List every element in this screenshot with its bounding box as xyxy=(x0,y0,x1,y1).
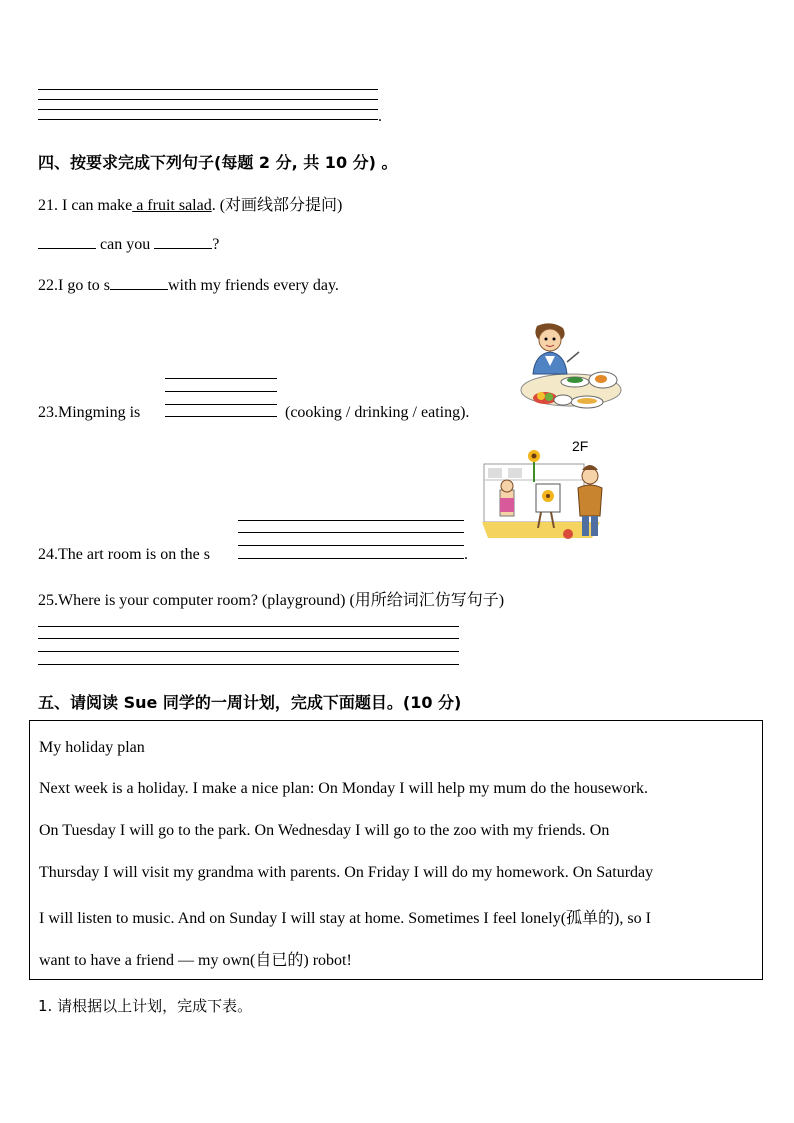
passage-line: want to have a friend — my own(自已的) robot! xyxy=(39,952,352,969)
q22-text-end: with my friends every day. xyxy=(168,277,339,294)
question-22 xyxy=(38,275,339,295)
q23-options: (cooking / drinking / eating). xyxy=(285,404,470,421)
passage-line: On Tuesday I will go to the park. On Wednesday I will go to the zoo with my friends. On xyxy=(39,822,610,839)
q21-underlined-phrase: a fruit salad xyxy=(132,197,212,214)
question-25: 25.Where is your computer room? (playground) (用所给词汇仿写句子) xyxy=(38,592,505,609)
q22-text: 22.I go to s xyxy=(38,277,110,294)
passage-line: Thursday I will visit my grandma with parents. On Friday I will do my homework. On Saturday xyxy=(39,864,654,881)
art-room-illustration xyxy=(480,438,610,560)
q21-instruction: . (对画线部分提问) xyxy=(211,197,343,214)
reading-passage-box xyxy=(29,720,763,980)
q21-answer-end: ? xyxy=(212,236,220,253)
q23-text: 23.Mingming is xyxy=(38,404,141,421)
q21-number: 21. xyxy=(38,197,58,214)
passage-title: My holiday plan xyxy=(39,739,145,756)
boy-eating-illustration xyxy=(515,322,623,414)
q21-text: I can make xyxy=(58,197,133,214)
q21-answer-mid: can you xyxy=(100,236,155,253)
q24-text: 24.The art room is on the s xyxy=(38,546,210,563)
blank[interactable] xyxy=(110,275,168,290)
question-21 xyxy=(38,192,342,215)
blank[interactable] xyxy=(154,234,212,249)
passage-line: Next week is a holiday. I make a nice plan: On Monday I will help my mum do the housework. xyxy=(39,780,649,797)
passage-line: I will listen to music. And on Sunday I will stay at home. Sometimes I feel lonely(孤单的), so I xyxy=(39,910,651,927)
floor-label: 2F xyxy=(572,438,589,454)
blank[interactable] xyxy=(38,234,96,249)
task-1-instruction: 1. 请根据以上计划，完成下表。 xyxy=(38,997,253,1015)
q24-end: . xyxy=(464,546,468,563)
section4-heading: 四、按要求完成下列句子(每题 2 分, 共 10 分) 。 xyxy=(38,153,398,172)
q21-answer-line[interactable] xyxy=(38,234,219,254)
section5-heading: 五、请阅读 Sue 同学的一周计划，完成下面题目。(10 分) xyxy=(38,693,462,712)
